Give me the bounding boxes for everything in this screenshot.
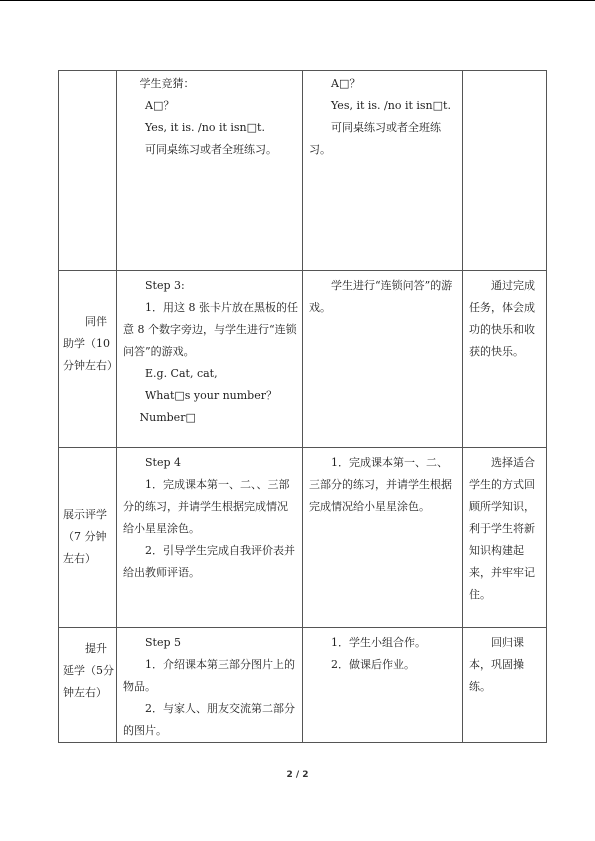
teacher-line: What□s your number？ xyxy=(145,389,277,402)
teacher-line: Step 4 xyxy=(145,456,182,469)
purpose-cell xyxy=(463,628,547,743)
lesson-plan-table xyxy=(58,70,547,743)
teacher-line: Step 5 xyxy=(145,636,182,649)
teacher-line: 1．介绍课本第三部分图片上的物品。 xyxy=(123,658,295,693)
student-line: A□？ xyxy=(331,77,361,90)
student-activity-cell xyxy=(303,271,463,448)
phase-cell xyxy=(59,448,117,628)
student-line: 2．做课后作业。 xyxy=(331,658,415,671)
table-row xyxy=(59,71,547,271)
teacher-line: Yes, it is. /no it isn□t. xyxy=(145,121,265,134)
teacher-line: E.g. Cat, cat, xyxy=(145,367,218,380)
teacher-line: 1．用这 8 张卡片放在黑板的任意 8 个数字旁边，与学生进行“连锁问答”的游戏。 xyxy=(123,301,298,358)
teacher-line: A□？ xyxy=(145,99,175,112)
student-line: 学生进行“连锁问答”的游戏。 xyxy=(309,279,453,314)
student-line: 1．学生小组合作。 xyxy=(331,636,426,649)
teacher-line: 2．引导学生完成自我评价表并给出教师评语。 xyxy=(123,544,295,579)
purpose-text: 选择适合学生的方式回顾所学知识，利于学生将新知识构建起来，并牢牢记住。 xyxy=(469,456,535,601)
teacher-line: 学生竞猜： xyxy=(139,77,195,90)
teacher-line: 可同桌练习或者全班练习。 xyxy=(145,143,277,156)
table-row xyxy=(59,271,547,448)
student-activity-cell xyxy=(303,448,463,628)
teacher-activity-cell xyxy=(117,628,303,743)
teacher-line: Step 3: xyxy=(145,279,185,292)
table-row xyxy=(59,448,547,628)
page-number: 2 / 2 xyxy=(286,770,309,780)
table-row xyxy=(59,628,547,743)
teacher-line: 2．与家人、朋友交流第二部分的图片。 xyxy=(123,702,295,737)
student-activity-cell xyxy=(303,71,463,271)
phase-label: 提升延学（5分钟左右） xyxy=(63,642,114,699)
phase-label: 展示评学（7 分钟左右） xyxy=(63,508,107,565)
teacher-activity-cell xyxy=(117,71,303,271)
teacher-activity-cell xyxy=(117,448,303,628)
purpose-cell xyxy=(463,271,547,448)
phase-cell xyxy=(59,71,117,271)
student-line: 1．完成课本第一、二、三部分的练习，并请学生根据完成情况给小星星涂色。 xyxy=(309,456,452,513)
teacher-activity-cell xyxy=(117,271,303,448)
page-top-rule xyxy=(0,0,595,1)
phase-label: 同伴助学（10分钟左右） xyxy=(63,315,118,372)
phase-cell xyxy=(59,628,117,743)
purpose-text: 通过完成任务，体会成功的快乐和收获的快乐。 xyxy=(469,279,535,358)
teacher-line: Number□ xyxy=(139,411,196,424)
purpose-cell xyxy=(463,448,547,628)
student-line: 可同桌练习或者全班练习。 xyxy=(309,121,441,156)
student-line: Yes, it is. /no it isn□t. xyxy=(331,99,451,112)
student-activity-cell xyxy=(303,628,463,743)
purpose-text: 回归课本，巩固操练。 xyxy=(469,636,524,693)
teacher-line: 1．完成课本第一、二、、三部分的练习，并请学生根据完成情况给小星星涂色。 xyxy=(123,478,290,535)
purpose-cell xyxy=(463,71,547,271)
phase-cell xyxy=(59,271,117,448)
